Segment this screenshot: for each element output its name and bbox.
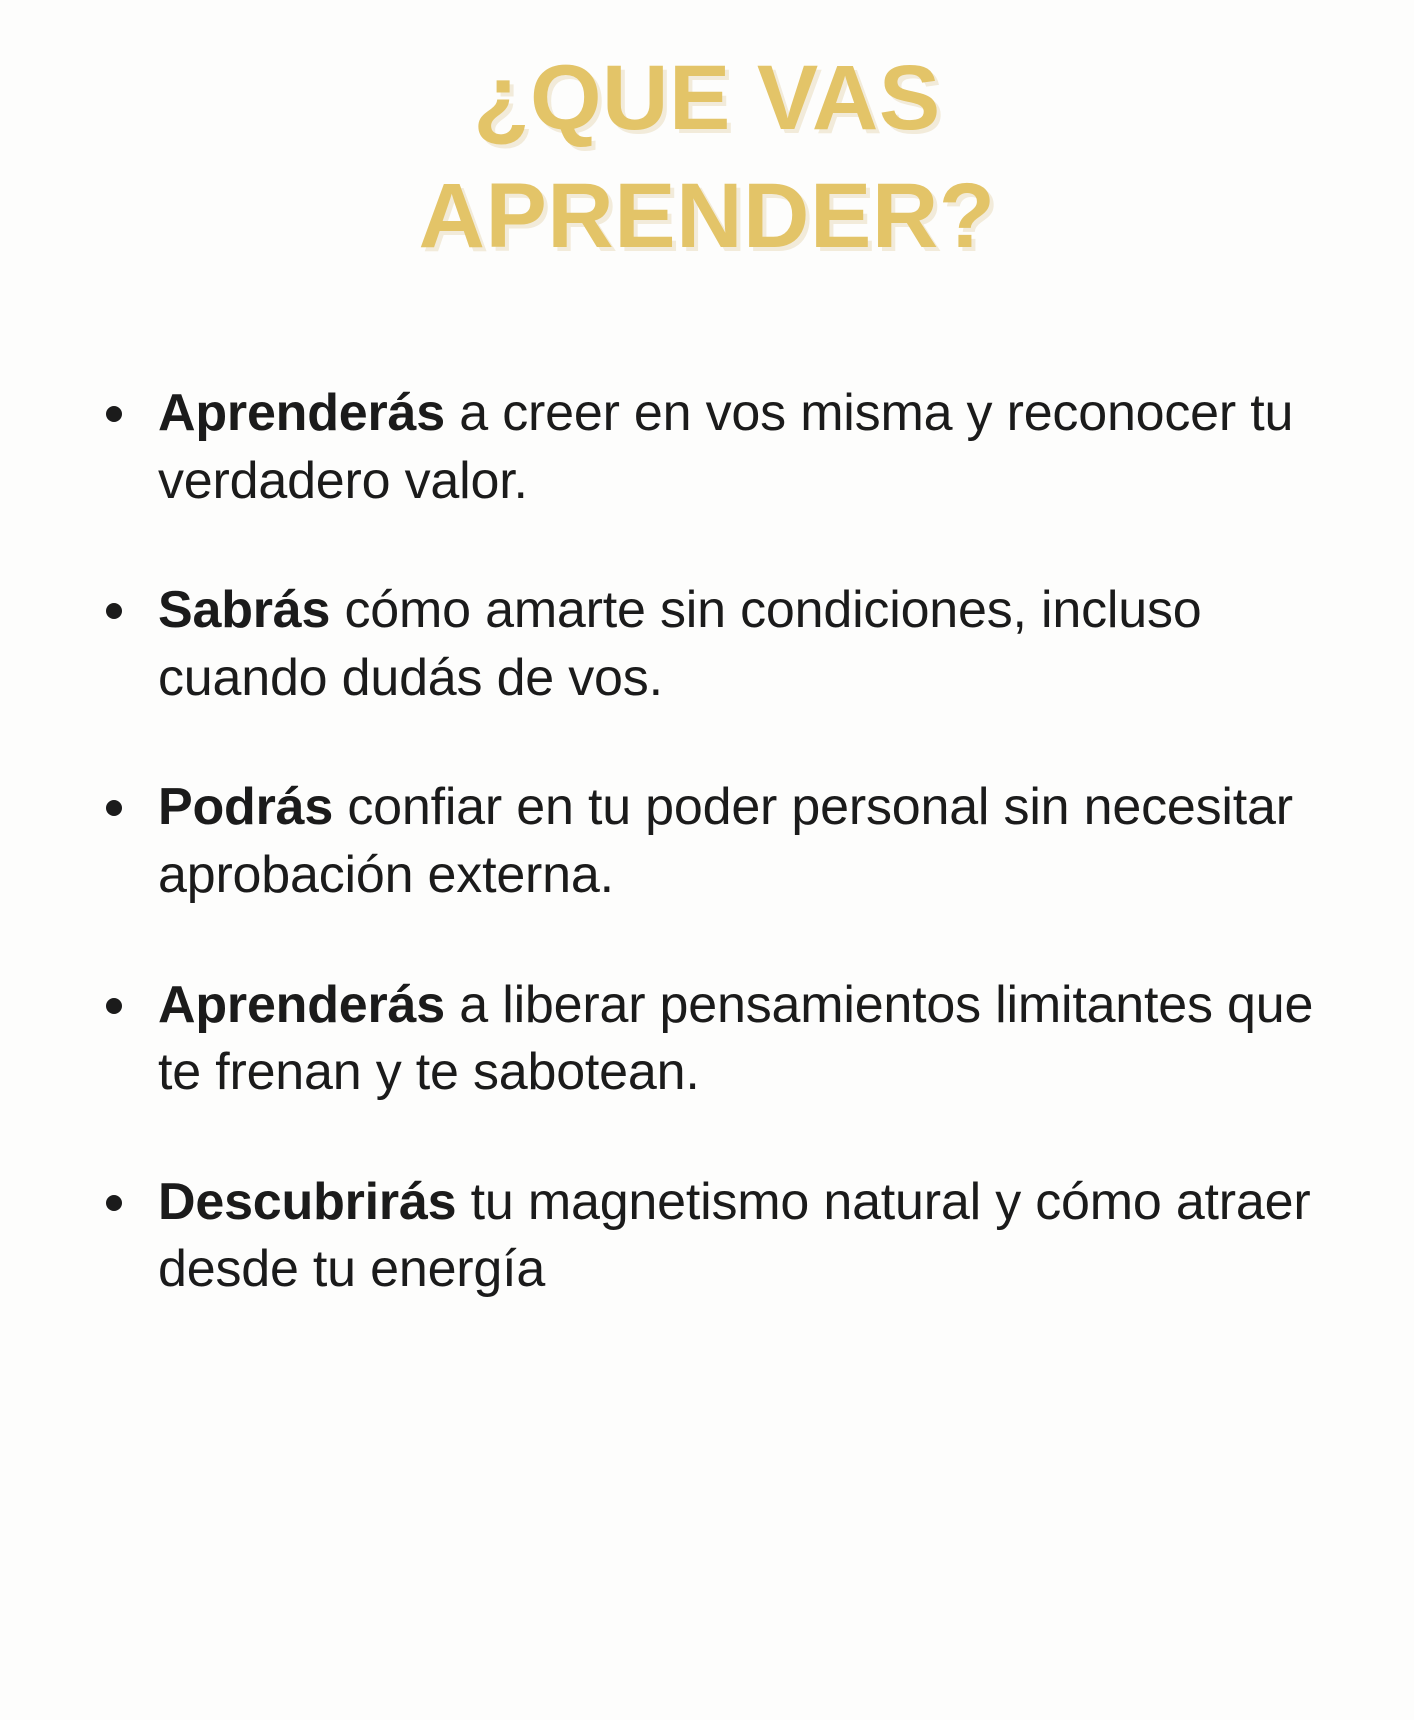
bullet-dot-icon	[106, 406, 122, 422]
list-item	[96, 380, 1344, 515]
page-title-line-2: APRENDER?	[418, 164, 996, 267]
list-item-lead: Descubrirás	[158, 1172, 457, 1231]
list-item-lead: Sabrás	[158, 581, 331, 640]
list-item-text	[158, 1173, 1310, 1299]
list-item-text	[158, 976, 1313, 1102]
bullet-dot-icon	[106, 603, 122, 619]
bullet-dot-icon	[106, 800, 122, 816]
list-item-rest: a creer en vos misma y reconocer tu verdadero valor.	[158, 384, 1294, 510]
list-item-text	[158, 581, 1202, 707]
list-item	[96, 577, 1344, 712]
list-item-lead: Aprenderás	[158, 975, 445, 1034]
list-item-rest: cómo amarte sin condiciones, incluso cuando dudás de vos.	[158, 581, 1202, 707]
list-item-rest: a liberar pensamientos limitantes que te frenan y te sabotean.	[158, 975, 1314, 1102]
list-item-lead: Podrás	[158, 778, 334, 837]
learning-outcomes-list	[96, 380, 1344, 1304]
list-item	[96, 1169, 1344, 1304]
list-item-rest: tu magnetismo natural y cómo atraer desde tu energía	[158, 1172, 1311, 1299]
list-item-text	[158, 778, 1293, 904]
list-item	[96, 774, 1344, 909]
page-title	[0, 0, 1414, 276]
list-item	[96, 972, 1344, 1107]
list-item-lead: Aprenderás	[158, 384, 445, 442]
bullet-dot-icon	[106, 1195, 122, 1211]
page-title-line-1: ¿QUE VAS	[473, 47, 941, 149]
bullet-dot-icon	[106, 998, 122, 1014]
list-item-text	[158, 384, 1293, 510]
list-item-rest: confiar en tu poder personal sin necesitar aprobación externa.	[158, 778, 1293, 904]
